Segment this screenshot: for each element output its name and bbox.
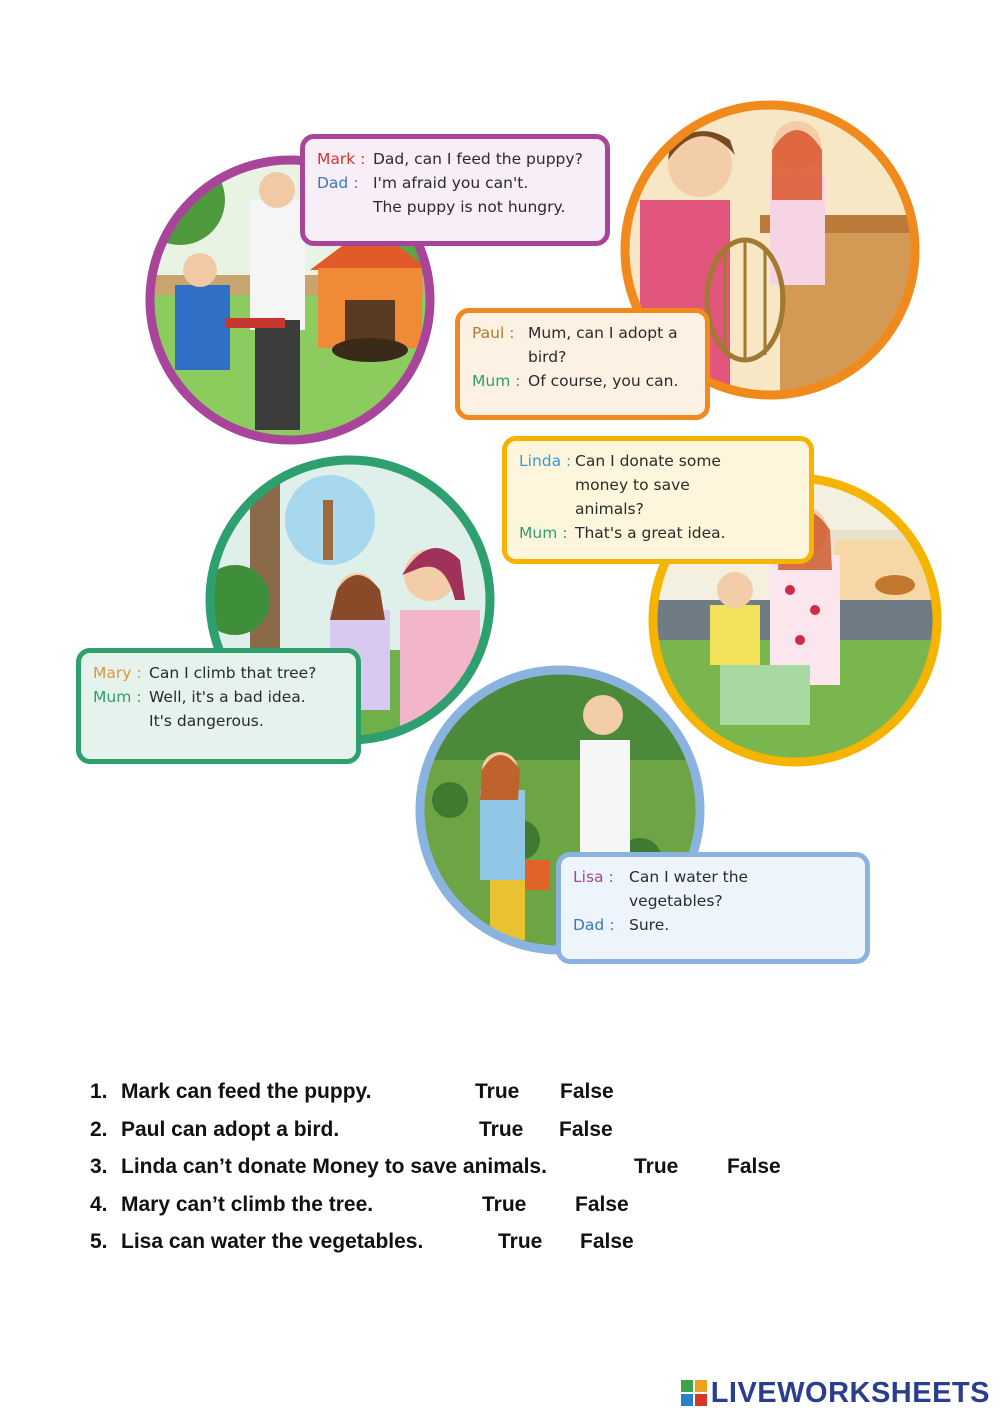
question-text: Linda can’t donate Money to save animals. [121,1155,547,1178]
dialogue-text: Well, it's a bad idea. It's dangerous. [149,688,306,730]
dialogue-line [317,147,593,171]
speaker-name: Dad : [573,916,615,934]
false-option[interactable]: False [575,1192,629,1216]
question-number: 1. [90,1080,108,1103]
false-option[interactable]: False [580,1230,634,1253]
speaker-name: Mum : [472,372,521,390]
speaker-name: Paul : [472,324,515,342]
question-row [90,1073,850,1111]
dialogue-line [472,321,693,369]
true-option[interactable]: True [634,1155,679,1178]
speaker-name: Mark : [317,150,366,168]
true-option[interactable]: True [479,1117,524,1141]
dialogue-bubble-mary [76,648,361,764]
dialogue-line [472,369,693,393]
question-text: Paul can adopt a bird. [121,1117,340,1141]
speaker-name: Mum : [519,524,568,542]
false-option[interactable]: False [727,1155,781,1178]
dialogue-text: Can I donate some money to save animals? [575,452,721,518]
question-text: Lisa can water the vegetables. [121,1230,424,1253]
dialogue-bubble-lisa [556,852,870,964]
speaker-name: Mum : [93,688,142,706]
question-number: 2. [90,1117,108,1141]
dialogue-line [519,449,797,521]
dialogue-line [93,661,344,685]
question-row [90,1186,850,1224]
dialogue-bubble-mark [300,134,610,246]
dialogue-text: That's a great idea. [575,524,726,542]
liveworksheets-logo-icon [681,1380,707,1406]
false-option[interactable]: False [560,1080,614,1103]
speaker-name: Lisa : [573,868,614,886]
dialogue-line [317,171,593,219]
question-row [90,1223,850,1261]
dialogue-line [573,913,853,937]
speaker-name: Mary : [93,664,142,682]
dialogue-bubble-linda [502,436,814,564]
dialogue-bubble-paul [455,308,710,420]
question-number: 5. [90,1230,108,1253]
dialogue-line [93,685,344,733]
dialogue-line [573,865,853,913]
true-option[interactable]: True [498,1230,543,1253]
question-text: Mary can’t climb the tree. [121,1192,374,1216]
false-option[interactable]: False [559,1117,613,1141]
question-number: 3. [90,1155,108,1178]
question-row [90,1148,850,1186]
dialogue-text: Dad, can I feed the puppy? [373,150,583,168]
dialogue-line [519,521,797,545]
liveworksheets-brand [681,1376,990,1410]
dialogue-text: Sure. [629,916,670,934]
dialogue-text: I'm afraid you can't. The puppy is not hungry. [373,174,566,216]
dialogue-text: Can I climb that tree? [149,664,317,682]
speaker-name: Linda : [519,452,572,470]
true-false-quiz [90,1073,850,1261]
question-number: 4. [90,1192,108,1216]
dialogue-text: Can I water the vegetables? [629,868,749,910]
question-row [90,1111,850,1149]
true-option[interactable]: True [475,1080,520,1103]
dialogue-text: Mum, can I adopt a bird? [528,324,678,366]
dialogue-text: Of course, you can. [528,372,679,390]
true-option[interactable]: True [482,1192,527,1216]
brand-name: LIVEWORKSHEETS [710,1376,990,1409]
speaker-name: Dad : [317,174,359,192]
question-text: Mark can feed the puppy. [121,1080,372,1103]
